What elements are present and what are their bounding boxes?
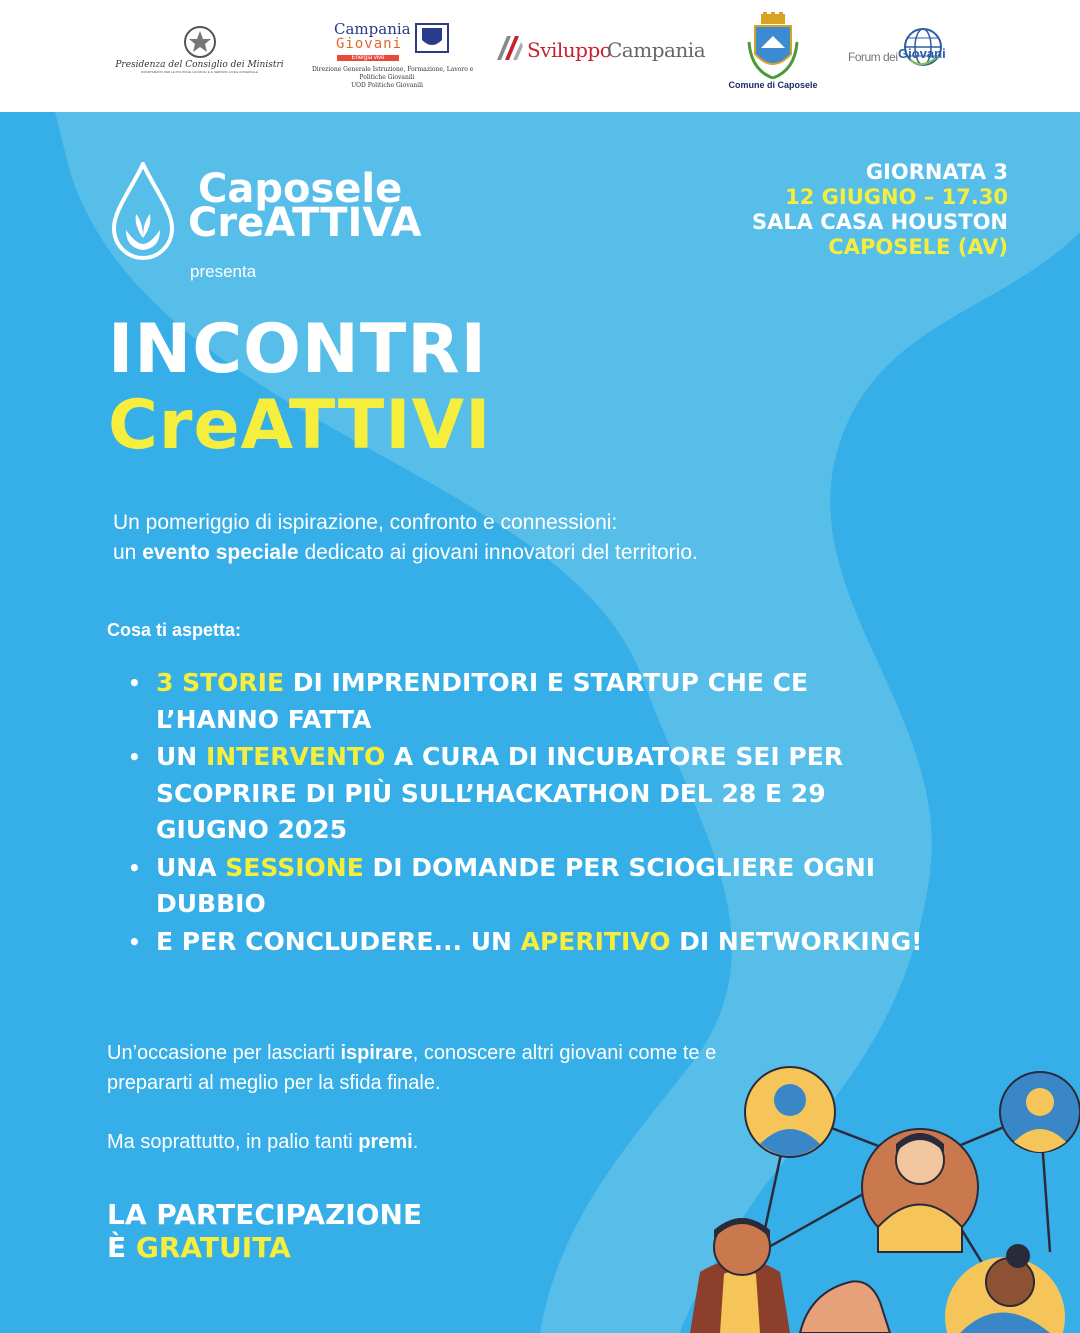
free-line2 xyxy=(107,1231,422,1264)
comune-caposele-logo xyxy=(728,12,818,98)
free-line1: LA PARTECIPAZIONE xyxy=(107,1198,423,1231)
brand-title-line1: Caposele xyxy=(198,166,403,212)
intro-highlight: evento speciale xyxy=(142,541,299,564)
event-date-time: 12 GIUGNO – 17.30 xyxy=(785,185,1008,209)
event-place: CAPOSELE (AV) xyxy=(828,235,1008,259)
sviluppo-campania-logo xyxy=(495,34,705,70)
free-participation xyxy=(107,1198,422,1264)
networking-illustration xyxy=(620,1052,1080,1333)
item-highlight: INTERVENTO xyxy=(205,742,386,771)
item-text: DI NETWORKING! xyxy=(670,926,923,956)
prize-post: . xyxy=(412,1131,419,1153)
free-highlight: GRATUITA xyxy=(135,1231,291,1264)
list-item xyxy=(128,850,928,923)
forum-giovani-logo xyxy=(848,26,958,82)
item-text-pre: UN xyxy=(156,742,206,771)
campania-word-2: Campania xyxy=(607,38,706,62)
item-text-pre: UNA xyxy=(156,852,226,882)
sviluppo-mark-icon xyxy=(495,34,525,62)
brand-presenta: presenta xyxy=(190,262,257,281)
event-day: GIORNATA 3 xyxy=(865,160,1008,184)
list-item xyxy=(128,739,928,849)
sviluppo-word: Sviluppo xyxy=(527,38,612,62)
presidenza-name: Presidenza del Consiglio dei Ministri xyxy=(115,60,284,70)
prize-text xyxy=(107,1131,418,1154)
intro-line1: Un pomeriggio di ispirazione, confronto e connessioni: xyxy=(113,511,618,534)
event-poster xyxy=(0,112,1080,1333)
headline-line1: INCONTRI xyxy=(108,310,487,389)
presidenza-logo xyxy=(112,24,287,84)
water-drop-logo-icon xyxy=(110,162,176,262)
campania-direction-line1: Direzione Generale Istruzione, Formazione, Lavoro e xyxy=(312,66,474,73)
item-highlight: SESSIONE xyxy=(225,852,364,882)
outro-pre: Un’occasione per lasciarti xyxy=(107,1042,341,1064)
presidenza-dept: DIPARTIMENTO PER LE POLITICHE GIOVANILI E IL SERVIZIO CIVILE UNIVERSALE xyxy=(140,70,259,74)
campania-giovani-logo xyxy=(312,20,474,92)
item-highlight: 3 STORIE xyxy=(156,668,285,697)
region-crest-icon xyxy=(414,22,450,54)
giovani-word: Giovani xyxy=(336,36,403,52)
prize-pre: Ma soprattutto, in palio tanti xyxy=(107,1131,359,1153)
italian-emblem-icon xyxy=(178,24,222,60)
municipal-crest-icon xyxy=(747,12,799,80)
item-text: DI DOMANDE PER SCIOGLIERE OGNI DUBBIO xyxy=(156,852,876,918)
intro-line2 xyxy=(113,538,698,568)
item-text-pre: E PER CONCLUDERE... UN xyxy=(156,926,521,956)
intro-line2-post: dedicato ai giovani innovatori del territorio. xyxy=(298,541,698,564)
partner-logo-bar xyxy=(0,0,1080,112)
item-text: DI IMPRENDITORI E STARTUP CHE CE L’HANNO FATTA xyxy=(156,668,809,734)
prize-highlight: premi xyxy=(358,1131,413,1153)
intro-text xyxy=(113,508,698,568)
event-venue: SALA CASA HOUSTON xyxy=(751,210,1008,234)
free-line2-pre: È xyxy=(107,1231,136,1264)
section-label: Cosa ti aspetta: xyxy=(107,620,242,640)
forum-prefix: Forum dei xyxy=(848,50,898,64)
item-text: A CURA DI INCUBATORE SEI PER SCOPRIRE DI PIÙ SULL’HACKATHON DEL 28 E 29 GIUGNO 2025 xyxy=(156,742,844,844)
list-item xyxy=(128,665,928,738)
outro-post: , conoscere altri giovani come te e prepararti al meglio per la sfida finale. xyxy=(107,1042,717,1094)
event-info xyxy=(752,160,1008,260)
headline xyxy=(108,312,491,464)
item-highlight: APERITIVO xyxy=(520,926,671,956)
brand-title xyxy=(188,166,508,246)
person-avatar xyxy=(945,1244,1065,1333)
outro-highlight: ispirare xyxy=(340,1042,413,1064)
agenda-list xyxy=(128,665,928,961)
person-avatar xyxy=(862,1129,978,1252)
avatar-user-icon xyxy=(1000,1072,1080,1152)
brand-title-line2: CreATTIVA xyxy=(188,200,422,246)
campania-direction-line2: Politiche Giovanili xyxy=(359,74,415,81)
forum-word: Giovani xyxy=(898,46,946,61)
campania-word: Campania xyxy=(334,20,411,38)
comune-label: Comune di Caposele xyxy=(728,80,818,90)
headline-line2: CreATTIVI xyxy=(108,386,492,465)
intro-line2-pre: un xyxy=(113,541,143,564)
list-item xyxy=(128,924,928,961)
campania-tagline: Energia vive xyxy=(337,55,399,61)
campania-direction-line3: UOD Politiche Giovanili xyxy=(351,82,423,89)
avatar-user-icon xyxy=(745,1067,835,1157)
